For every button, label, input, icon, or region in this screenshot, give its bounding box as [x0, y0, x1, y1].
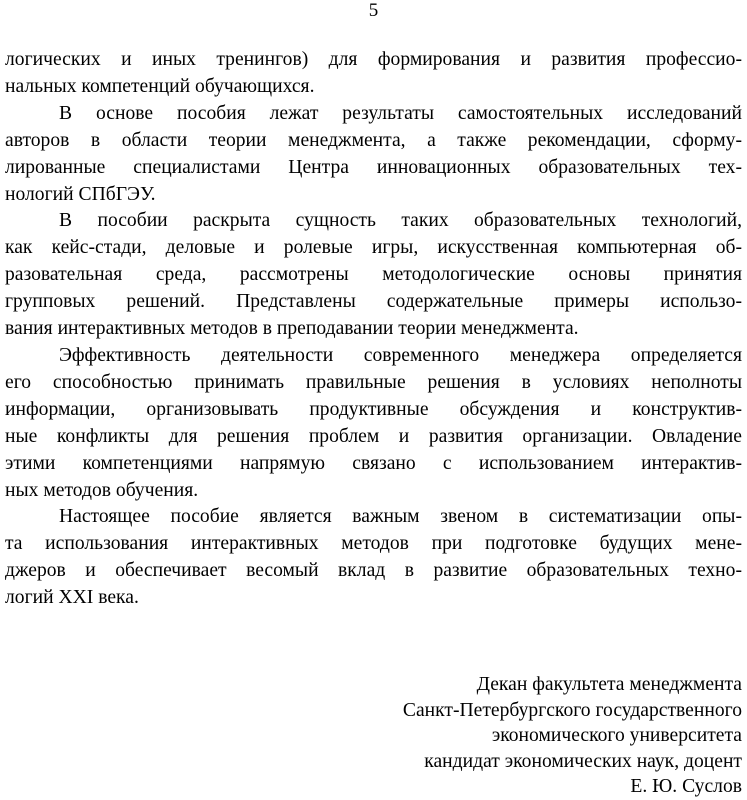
paragraph — [5, 343, 742, 504]
signature-name: Е. Ю. Суслов — [630, 776, 742, 797]
text-line: его способностью принимать правильные решения в условиях неполноты — [5, 371, 742, 393]
text-line: ные конфликты для решения проблем и развития организации. Овладение — [5, 425, 742, 447]
signature-university: Санкт-Петербургского государственного — [402, 699, 742, 721]
paragraph — [5, 208, 742, 343]
text-line: лированные специалистами Центра инновационных образовательных тех- — [5, 156, 742, 178]
page-number: 5 — [368, 0, 379, 21]
text-line: Эффективность деятельности современного менеджера определяется — [59, 344, 742, 366]
text-line: вания интерактивных методов в преподавании теории менеджмента. — [5, 318, 579, 340]
signature-degree: кандидат экономических наук, доцент — [424, 750, 742, 772]
signature-block — [282, 672, 742, 800]
text-line: логических и иных тренингов) для формирования и развития профессио- — [5, 49, 742, 70]
paragraph — [5, 47, 742, 101]
text-line: В пособии раскрыта сущность таких образовательных технологий, — [59, 210, 742, 232]
text-line: ных методов обучения. — [5, 479, 199, 501]
text-line: нологий СПбГЭУ. — [5, 183, 156, 205]
text-line: как кейс-стади, деловые и ролевые игры, искусственная компьютерная об- — [5, 237, 742, 259]
text-line: разовательная среда, рассмотрены методологические основы принятия — [5, 264, 742, 286]
signature-position: Декан факультета менеджмента — [476, 674, 742, 695]
text-line: нальных компетенций обучающихся. — [5, 75, 315, 97]
body-text — [5, 47, 742, 612]
text-line: информации, организовывать продуктивные обсуждения и конструктив- — [5, 398, 742, 420]
paragraph — [5, 101, 742, 209]
text-line: джеров и обеспечивает весомый вклад в развитие образовательных техно- — [5, 560, 742, 582]
text-line: В основе пособия лежат результаты самостоятельных исследований — [59, 102, 742, 124]
text-line: этими компетенциями напрямую связано с использованием интерактив- — [5, 452, 742, 474]
text-line: та использования интерактивных методов при подготовке будущих мене- — [5, 533, 742, 555]
signature-university: экономического университета — [491, 725, 742, 746]
paragraph — [5, 504, 742, 612]
text-line: Настоящее пособие является важным звеном в систематизации опы- — [59, 506, 742, 528]
text-line: логий XXI века. — [5, 587, 139, 609]
text-line: групповых решений. Представлены содержательные примеры использо- — [5, 291, 742, 313]
text-line: авторов в области теории менеджмента, а также рекомендации, сформу- — [5, 129, 742, 151]
